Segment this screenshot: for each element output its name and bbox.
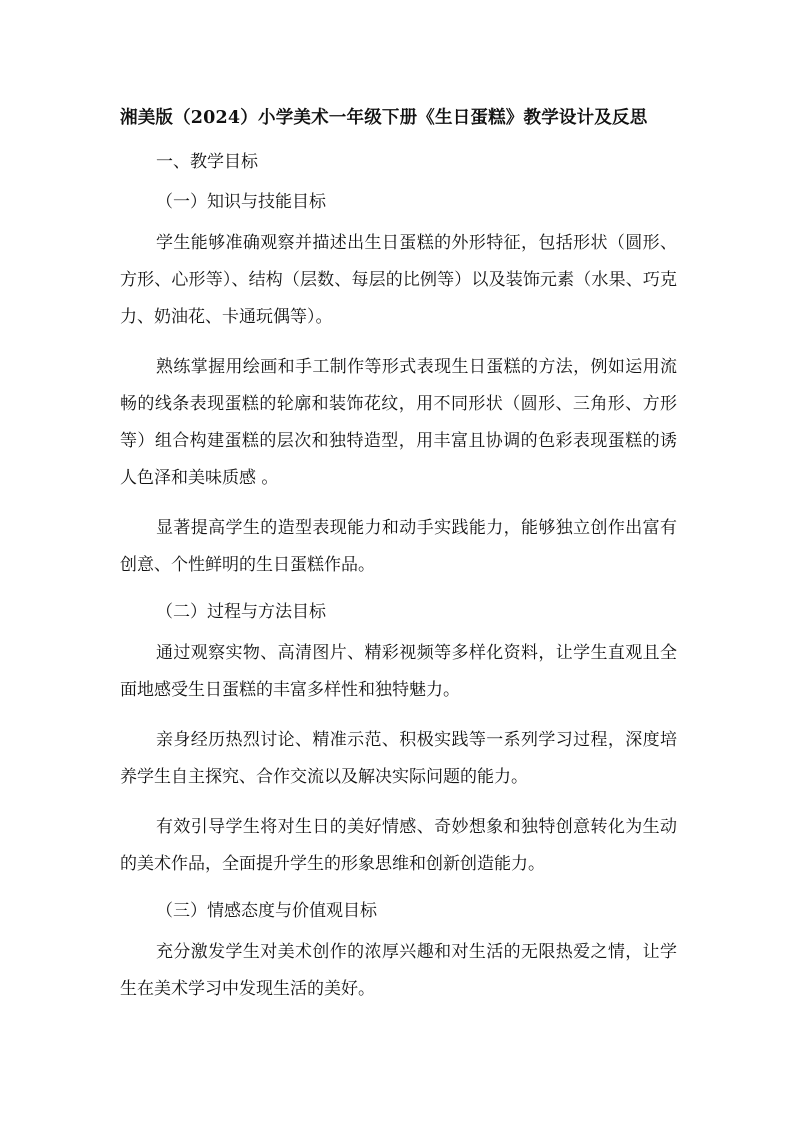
subheading-emotion-values: （三）情感态度与价值观目标 bbox=[156, 901, 377, 921]
section-heading-teaching-goals: 一、教学目标 bbox=[156, 152, 258, 172]
subheading-knowledge-skills: （一）知识与技能目标 bbox=[156, 192, 326, 212]
paragraph: 亲身经历热烈讨论、精准示范、积极实践等一系列学习过程，深度培养学生自主探究、合作交流以及解决实际问题的能力。 bbox=[120, 730, 677, 787]
paragraph: 有效引导学生将对生日的美好情感、奇妙想象和独特创意转化为生动的美术作品，全面提升学生的形象思维和创新创造能力。 bbox=[120, 817, 677, 874]
subheading-process-methods: （二）过程与方法目标 bbox=[156, 602, 326, 622]
paragraph: 显著提高学生的造型表现能力和动手实践能力，能够独立创作出富有创意、个性鲜明的生日蛋糕作品。 bbox=[120, 518, 677, 575]
paragraph: 学生能够准确观察并描述出生日蛋糕的外形特征，包括形状（圆形、方形、心形等）、结构（层数、每层的比例等）以及装饰元素（水果、巧克力、奶油花、卡通玩偶等）。 bbox=[120, 233, 677, 327]
paragraph: 充分激发学生对美术创作的浓厚兴趣和对生活的无限热爱之情，让学生在美术学习中发现生活的美好。 bbox=[120, 942, 677, 999]
paragraph: 通过观察实物、高清图片、精彩视频等多样化资料，让学生直观且全面地感受生日蛋糕的丰富多样性和独特魅力。 bbox=[120, 643, 677, 700]
paragraph: 熟练掌握用绘画和手工制作等形式表现生日蛋糕的方法，例如运用流畅的线条表现蛋糕的轮廓和装饰花纹，用不同形状（圆形、三角形、方形等）组合构建蛋糕的层次和独特造型，用丰富且协调的色彩表现蛋糕的诱人色泽和美味质感 。 bbox=[120, 357, 677, 488]
document-title: 湘美版（2024）小学美术一年级下册《生日蛋糕》教学设计及反思 bbox=[120, 108, 648, 128]
